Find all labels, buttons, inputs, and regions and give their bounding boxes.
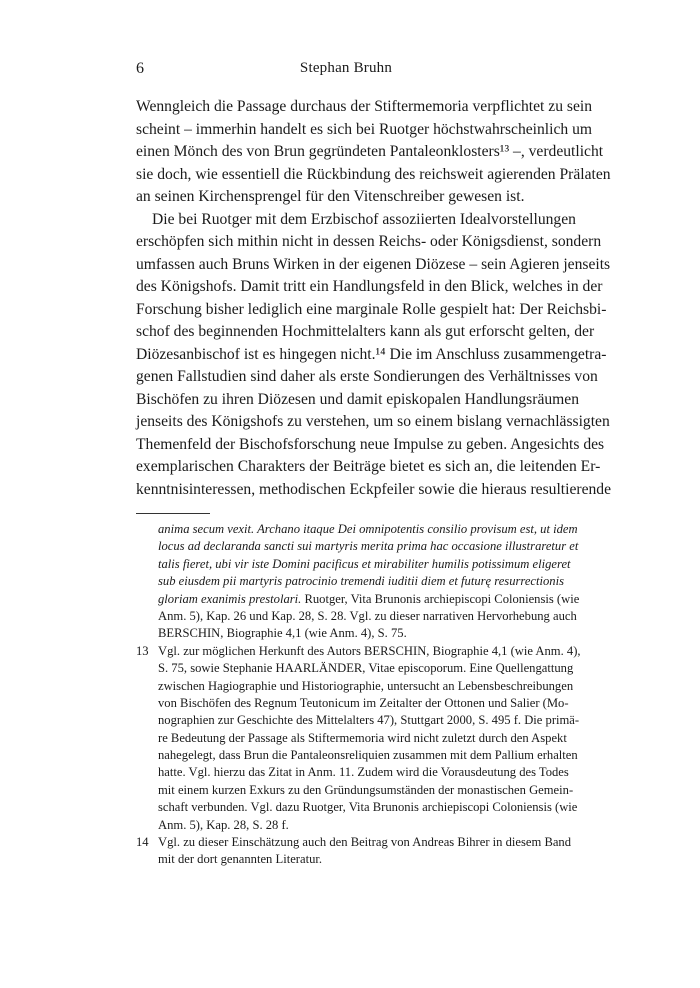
footnote-roman-segment: Ruotger, Vita Brunonis archiepiscopi Coloniensis (wie <box>301 591 580 606</box>
footnote-13-line: nographien zur Geschichte des Mittelalters 47), Stuttgart 2000, S. 495 f. Die primä- <box>158 713 580 728</box>
footnote-italic-segment: gloriam exanimis prestolari. <box>158 591 302 606</box>
body-line: Diözesanbischof ist es hingegen nicht.¹⁴ Die im Anschluss zusammengetra- <box>136 345 607 363</box>
footnote-13-line: zwischen Hagiographie und Historiographie, untersucht an Lebensbeschreibungen <box>158 678 574 693</box>
body-line: Wenngleich die Passage durchaus der Stiftermemoria verpflichtet zu sein <box>136 98 593 115</box>
footnote-text: Vgl. zur möglichen Herkunft des Autors BERSCHIN, Biographie 4,1 (wie Anm. 4), <box>158 643 581 658</box>
footnote-13-line: S. 75, sowie Stephanie HAARLÄNDER, Vitae episcoporum. Eine Quellengattung <box>158 661 574 676</box>
footnote-continuation-line: Anm. 5), Kap. 26 und Kap. 28, S. 28. Vgl. zu dieser narrativen Hervorhebung auch <box>158 608 577 623</box>
body-line: einen Mönch des von Brun gegründeten Pantaleonklosters¹³ –, verdeutlicht <box>136 143 604 160</box>
body-line: exemplarischen Charakters der Beiträge bietet es sich an, die leitenden Er- <box>136 458 601 475</box>
footnote-text: Vgl. zu dieser Einschätzung auch den Beitrag von Andreas Bihrer in diesem Band <box>158 835 572 850</box>
body-line: des Königshofs. Damit tritt ein Handlungsfeld in den Blick, welches in der <box>136 278 603 295</box>
footnote-13-line: schaft verbunden. Vgl. dazu Ruotger, Vita Brunonis archiepiscopi Coloniensis (wie <box>158 800 578 815</box>
footnote-13-line: re Bedeutung der Passage als Stiftermemoria wird nicht zuletzt durch den Aspekt <box>158 730 567 745</box>
footnote-continuation-line: anima secum vexit. Archano itaque Dei omnipotentis consilio provisum est, ut idem <box>158 522 578 536</box>
body-line: Themenfeld der Bischofsforschung neue Impulse zu geben. Angesichts des <box>136 435 605 453</box>
body-line: erschöpfen sich mithin nicht in dessen Reichs- oder Königsdienst, sondern <box>136 233 602 250</box>
running-head <box>136 60 556 82</box>
body-line: schof des beginnenden Hochmittelalters kann als gut erforscht gelten, der <box>136 323 595 340</box>
body-line: Bischöfen zu ihren Diözesen und damit episkopalen Handlungsräumen <box>136 390 580 408</box>
footnote-13-line <box>136 643 581 660</box>
body-line: jenseits des Königshofs zu verstehen, um so einem bislang vernachlässigten <box>136 413 610 430</box>
page-number: 6 <box>136 60 144 77</box>
footnote-14-line <box>136 834 572 851</box>
footnote-13-line: hatte. Vgl. hierzu das Zitat in Anm. 11. Zudem wird die Vorausdeutung des Todes <box>158 765 569 780</box>
footnote-13-line: mit einem kurzen Exkurs zu den Gründungsumständen der monastischen Gemein- <box>158 782 574 797</box>
body-line: umfassen auch Bruns Wirken in der eigenen Diözese – sein Agieren jenseits <box>136 255 611 273</box>
footnote-13-line: Anm. 5), Kap. 28, S. 28 f. <box>158 817 289 832</box>
footnote-number: 14 <box>136 835 149 850</box>
body-line: scheint – immerhin handelt es sich bei Ruotger höchstwahrscheinlich um <box>136 120 593 138</box>
footnote-continuation-line: talis fieret, ubi vir iste Domini pacificus et mirabiliter humilis potissimum eligeret <box>158 556 571 571</box>
body-line: Die bei Ruotger mit dem Erzbischof assoziierten Idealvorstellungen <box>152 210 576 228</box>
body-line: Forschung bisher lediglich eine marginale Rolle gespielt hat: Der Reichsbi- <box>136 300 607 318</box>
footnote-13-line: nahegelegt, dass Brun die Pantaleonsreliquien zusammen mit dem Pallium erhalten <box>158 748 578 763</box>
footnote-continuation-line <box>136 591 580 608</box>
body-line: sie doch, wie essentiell die Rückbindung des reichsweit agierenden Prälaten <box>136 165 611 183</box>
running-title-author: Stephan Bruhn <box>299 60 393 76</box>
body-line: kenntnisinteressen, methodischen Eckpfeiler sowie die hieraus resultierende <box>136 480 612 498</box>
footnotes <box>136 521 581 869</box>
footnote-continuation-line: sub eiusdem pii martyris patrocinio tremendi iuditii diem et futurę resurrectionis <box>158 574 564 589</box>
body-line: an seinen Kirchensprengel für den Vitenschreiber gewesen ist. <box>136 188 525 205</box>
body-text <box>136 96 612 501</box>
footnote-separator <box>136 513 210 514</box>
body-line: genen Fallstudien sind daher als erste Sondierungen des Verhältnisses von <box>136 368 598 385</box>
footnote-number: 13 <box>136 643 149 658</box>
footnote-14-line: mit der dort genannten Literatur. <box>158 852 323 867</box>
footnote-continuation-line: BERSCHIN, Biographie 4,1 (wie Anm. 4), S. 75. <box>158 626 407 641</box>
footnote-continuation-line: locus ad declaranda sancti sui martyris merita prima hac occasione illustraretur et <box>158 539 579 554</box>
footnote-13-line: von Bischöfen des Regnum Teutonicum im Zeitalter der Ottonen und Salier (Mo- <box>158 695 569 710</box>
